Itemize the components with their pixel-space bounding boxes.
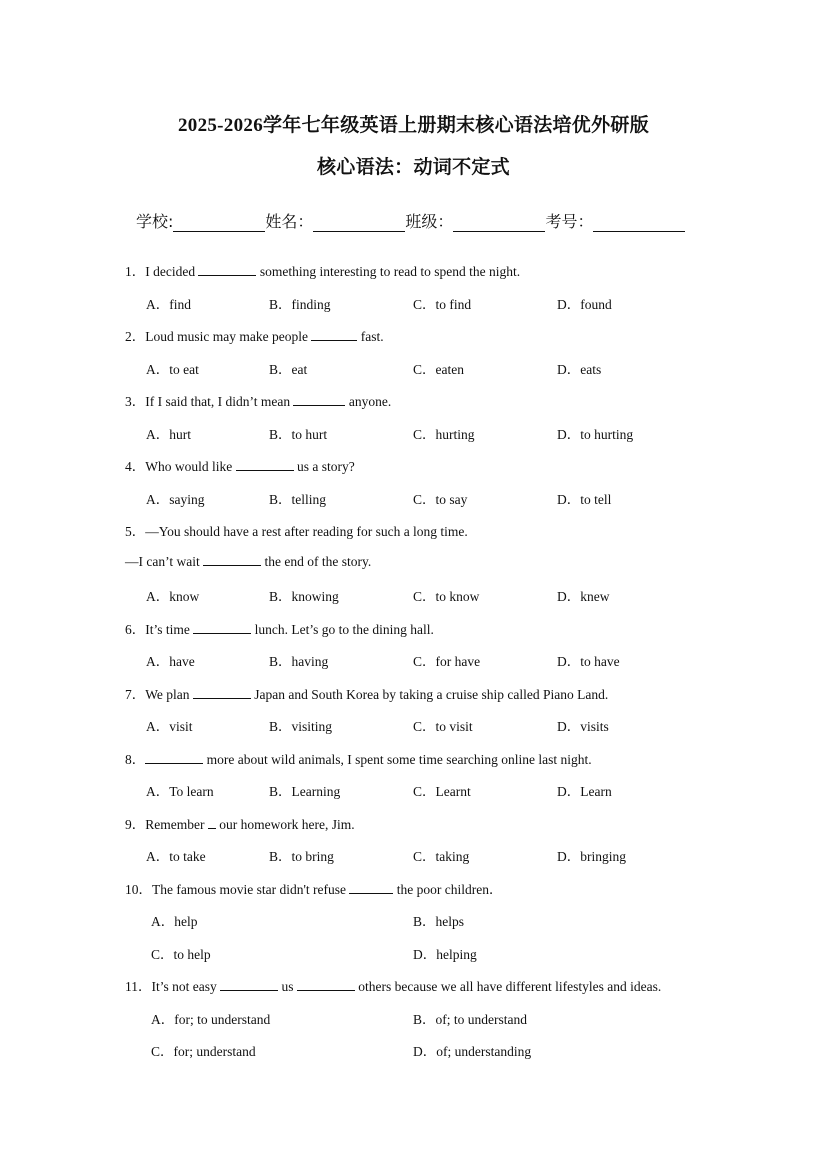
school-field[interactable] — [173, 213, 265, 232]
question-4: 4．Who would like us a story? — [125, 459, 355, 474]
option-d[interactable]: D．eats — [557, 362, 602, 377]
option-d[interactable]: D．Learn — [557, 784, 612, 799]
option-c[interactable]: C．taking — [413, 849, 470, 864]
option-a[interactable]: A．hurt — [146, 427, 191, 442]
question-6: 6．It’s time lunch. Let’s go to the dining hall. — [125, 622, 434, 637]
option-b[interactable]: B．eat — [269, 362, 308, 377]
option-d[interactable]: D．visits — [557, 719, 609, 734]
option-d[interactable]: D．of; understanding — [413, 1044, 532, 1059]
option-c[interactable]: C．to know — [413, 589, 480, 604]
option-c[interactable]: C．to say — [413, 492, 468, 507]
option-b[interactable]: B．to bring — [269, 849, 334, 864]
option-c[interactable]: C．for; understand — [151, 1044, 256, 1059]
option-d[interactable]: D．to tell — [557, 492, 612, 507]
option-b[interactable]: B．of; to understand — [413, 1012, 527, 1027]
class-field[interactable] — [453, 213, 545, 232]
question-8: 8． more about wild animals, I spent some time searching online last night. — [125, 752, 592, 767]
option-a[interactable]: A．for; to understand — [151, 1012, 271, 1027]
option-a[interactable]: A．visit — [146, 719, 193, 734]
answer-blank[interactable] — [349, 881, 393, 894]
question-9: 9．Remember our homework here, Jim. — [125, 817, 355, 832]
name-field[interactable] — [313, 213, 405, 232]
option-a[interactable]: A．to eat — [146, 362, 199, 377]
option-c[interactable]: C．for have — [413, 654, 481, 669]
answer-blank[interactable] — [193, 686, 251, 699]
option-c[interactable]: C．to help — [151, 947, 211, 962]
option-b[interactable]: B．telling — [269, 492, 326, 507]
answer-blank[interactable] — [198, 263, 256, 276]
school-label: 学校: — [136, 212, 174, 231]
page-title: 2025-2026学年七年级英语上册期末核心语法培优外研版 — [177, 115, 650, 136]
option-b[interactable]: B．visiting — [269, 719, 333, 734]
option-d[interactable]: D．found — [557, 297, 612, 312]
option-a[interactable]: A．to take — [146, 849, 206, 864]
option-c[interactable]: C．Learnt — [413, 784, 471, 799]
answer-blank[interactable] — [208, 816, 216, 829]
option-d[interactable]: D．bringing — [557, 849, 626, 864]
question-5-reply: —I can’t wait the end of the story. — [125, 554, 372, 569]
answer-blank[interactable] — [203, 553, 261, 566]
question-1: 1．I decided something interesting to read to spend the night. — [125, 264, 521, 279]
student-info — [136, 209, 685, 232]
class-label: 班级： — [405, 212, 454, 231]
option-a[interactable]: A．saying — [146, 492, 205, 507]
option-c[interactable]: C．to visit — [413, 719, 473, 734]
answer-blank[interactable] — [293, 393, 345, 406]
answer-blank[interactable] — [236, 458, 294, 471]
question-3: 3．If I said that, I didn’t mean anyone. — [125, 394, 392, 409]
option-a[interactable]: A．To learn — [146, 784, 214, 799]
option-d[interactable]: D．helping — [413, 947, 477, 962]
option-a[interactable]: A．know — [146, 589, 200, 604]
answer-blank[interactable] — [311, 328, 357, 341]
question-5: 5．—You should have a rest after reading for such a long time. — [125, 524, 468, 539]
option-b[interactable]: B．helps — [413, 914, 465, 929]
answer-blank[interactable] — [145, 751, 203, 764]
option-a[interactable]: A．have — [146, 654, 195, 669]
option-b[interactable]: B．knowing — [269, 589, 339, 604]
name-label: 姓名： — [265, 212, 314, 231]
option-a[interactable]: A．find — [146, 297, 191, 312]
question-10: 10．The famous movie star didn't refuse the poor children． — [125, 882, 503, 897]
question-11: 11．It’s not easy us others because we all have different lifestyles and ideas. — [125, 979, 662, 994]
page-subtitle: 核心语法：动词不定式 — [316, 157, 510, 178]
number-field[interactable] — [593, 213, 685, 232]
question-2: 2．Loud music may make people fast. — [125, 329, 384, 344]
option-b[interactable]: B．having — [269, 654, 329, 669]
option-c[interactable]: C．eaten — [413, 362, 464, 377]
option-d[interactable]: D．to hurting — [557, 427, 634, 442]
answer-blank[interactable] — [220, 978, 278, 991]
option-c[interactable]: C．hurting — [413, 427, 475, 442]
option-a[interactable]: A．help — [151, 914, 198, 929]
answer-blank[interactable] — [193, 621, 251, 634]
question-7: 7．We plan Japan and South Korea by taking a cruise ship called Piano Land. — [125, 687, 609, 702]
answer-blank[interactable] — [297, 978, 355, 991]
option-d[interactable]: D．knew — [557, 589, 610, 604]
option-b[interactable]: B．to hurt — [269, 427, 328, 442]
number-label: 考号： — [545, 212, 594, 231]
option-d[interactable]: D．to have — [557, 654, 620, 669]
option-b[interactable]: B．Learning — [269, 784, 341, 799]
option-b[interactable]: B．finding — [269, 297, 331, 312]
option-c[interactable]: C．to find — [413, 297, 472, 312]
